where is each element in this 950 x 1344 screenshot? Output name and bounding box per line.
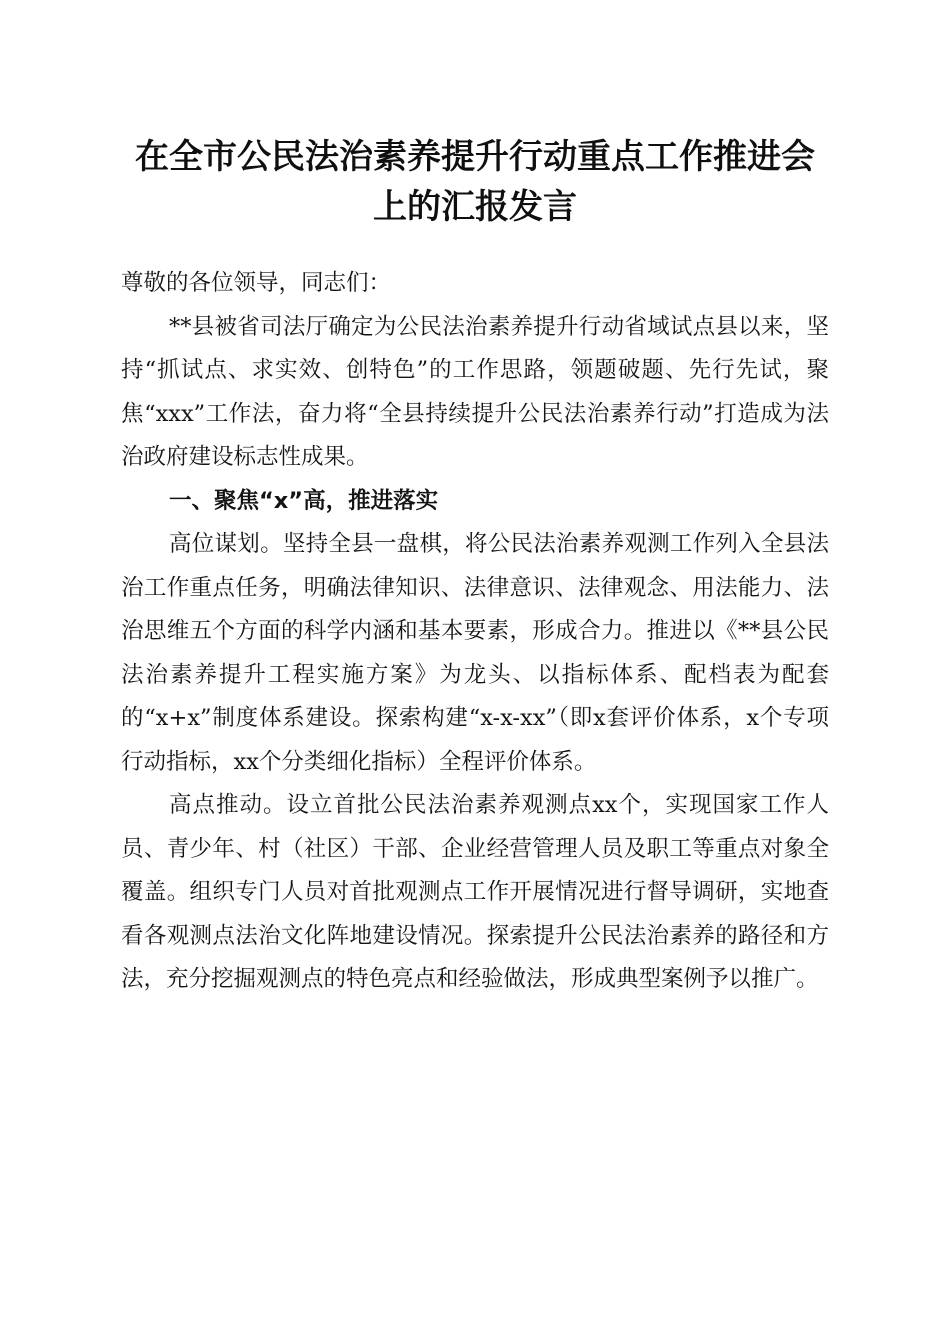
salutation: 尊敬的各位领导，同志们：	[121, 270, 392, 296]
intro-paragraph: **县被省司法厅确定为公民法治素养提升行动省域试点县以来，坚持“抓试点、求实效、创特色”的工作思路，领题破题、先行先试，聚焦“xxx”工作法，奋力将“全县持续提升公民法治素养行动”打造成为法治政府建设标志性成果。	[121, 313, 829, 470]
document-body	[121, 262, 829, 1002]
title-line-2: 上的汇报发言	[373, 187, 577, 227]
paragraph-high-promotion: 高点推动。设立首批公民法治素养观测点xx个，实现国家工作人员、青少年、村（社区）干部、企业经营管理人员及职工等重点对象全覆盖。组织专门人员对首批观测点工作开展情况进行督导调研，实地查看各观测点法治文化阵地建设情况。探索提升公民法治素养的路径和方法，充分挖掘观测点的特色亮点和经验做法，形成典型案例予以推广。	[121, 792, 829, 992]
document-title	[100, 132, 850, 232]
paragraph-high-planning: 高位谋划。坚持全县一盘棋，将公民法治素养观测工作列入全县法治工作重点任务，明确法律知识、法律意识、法律观念、用法能力、法治思维五个方面的科学内涵和基本要素，形成合力。推进以《**县公民法治素养提升工程实施方案》为龙头、以指标体系、配档表为配套的“x+x”制度体系建设。探索构建“x-x-xx”（即x套评价体系，x个专项行动指标，xx个分类细化指标）全程评价体系。	[121, 531, 829, 775]
section-heading-1: 一、聚焦“x”高，推进落实	[169, 487, 439, 514]
title-line-1: 在全市公民法治素养提升行动重点工作推进会	[135, 137, 815, 177]
